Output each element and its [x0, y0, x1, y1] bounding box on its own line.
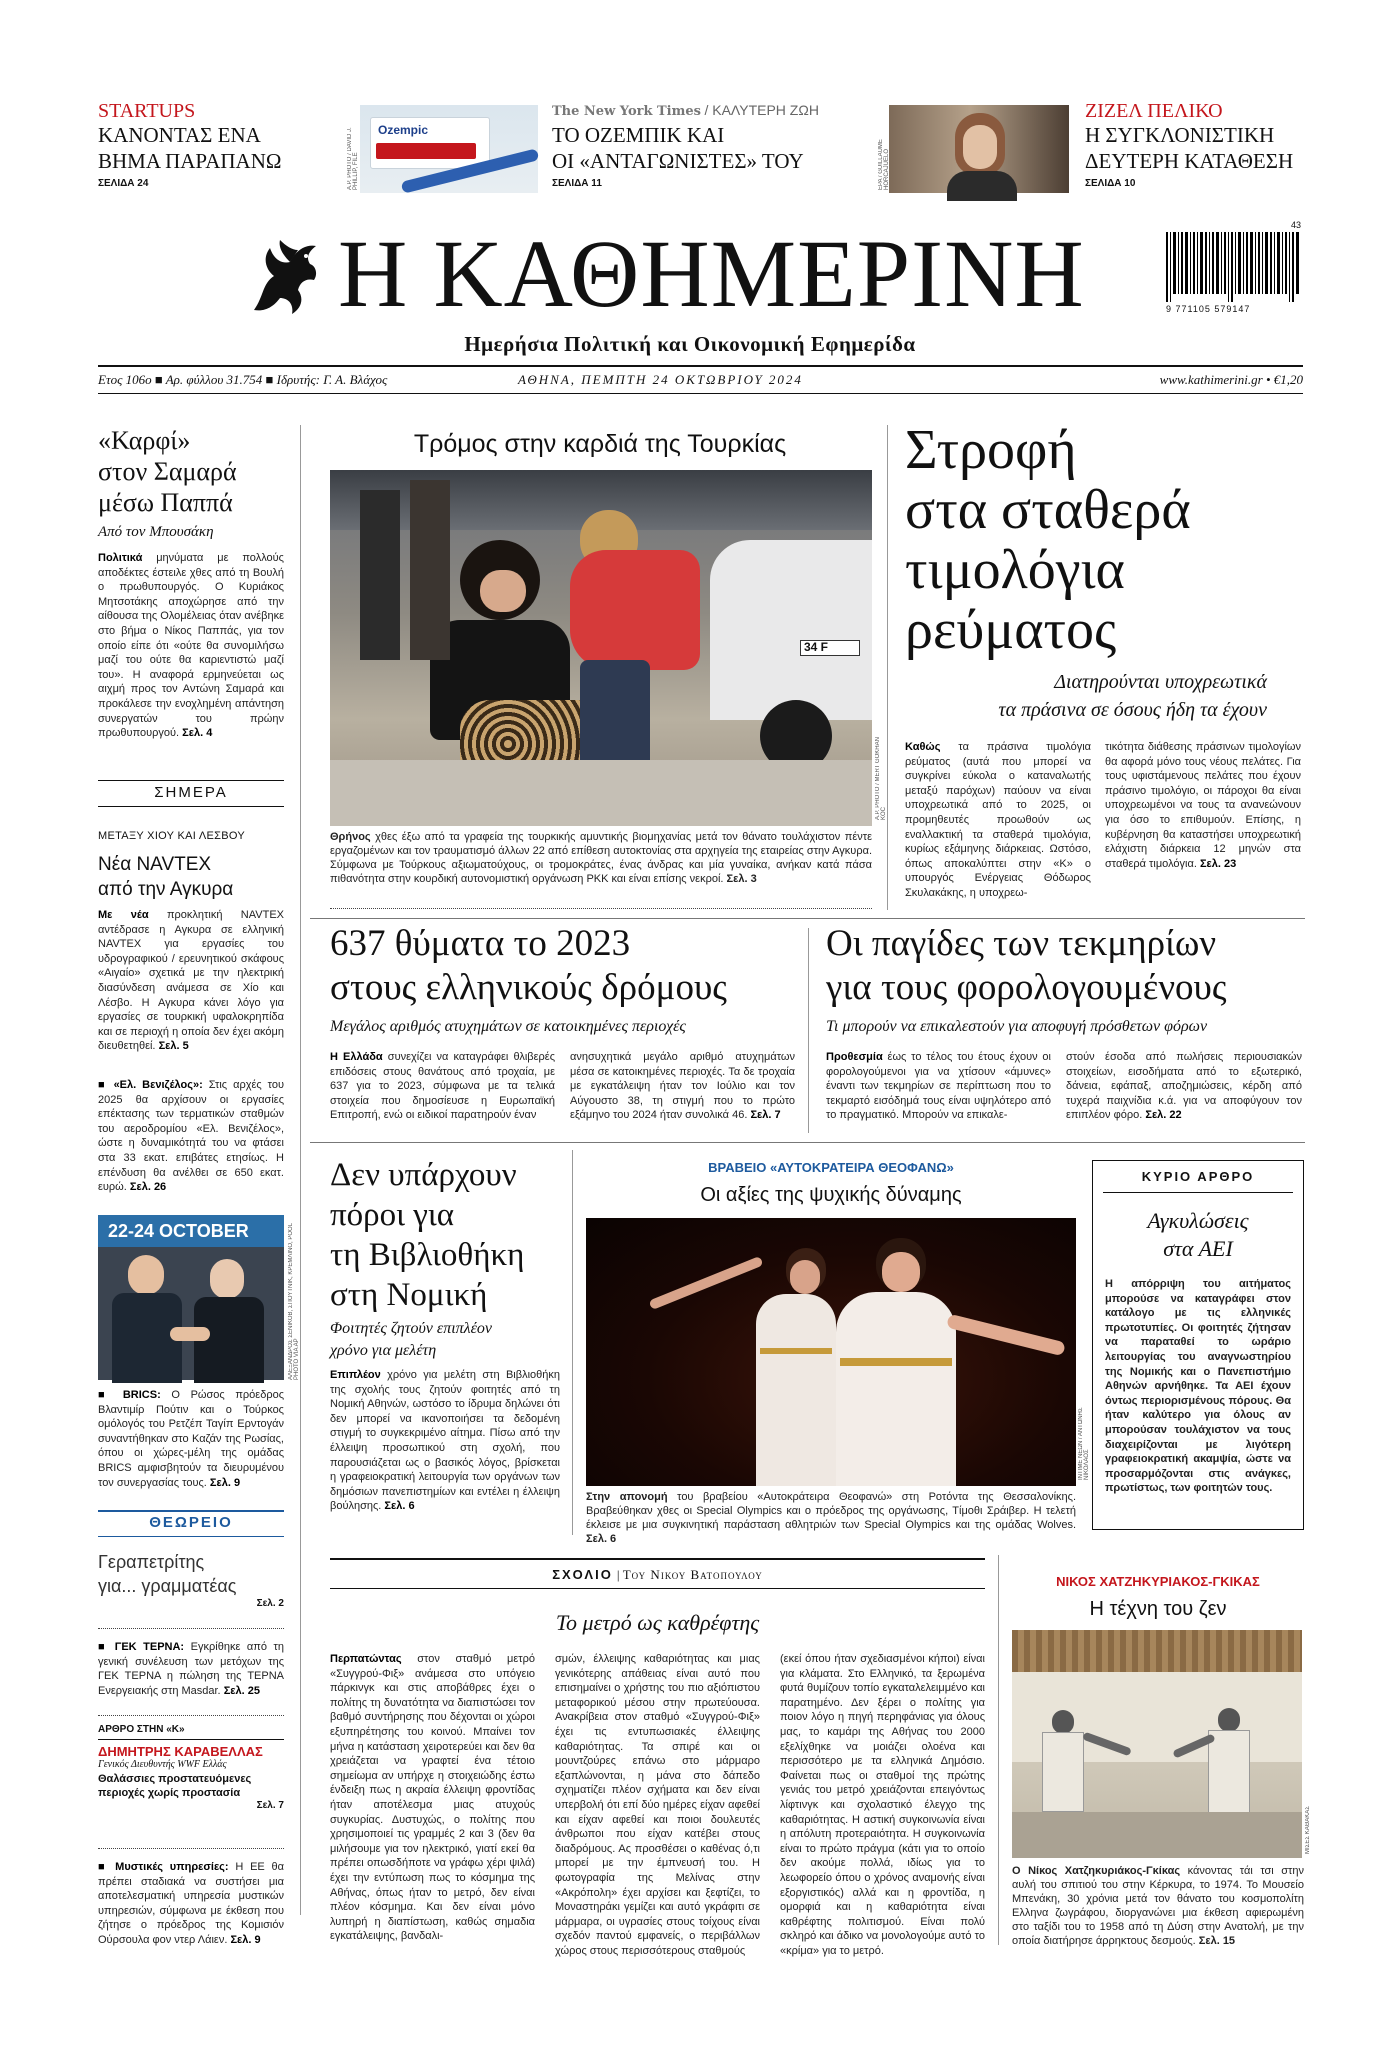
comment-col3: (εκεί όπου ήταν σχεδιασμένοι κήποι) είναι για κλάματα. Στο Ελληνικό, τα ξερωμένα φυτά θυμίζουν τοπίο εγκαταλελειμμένο και παρατημένο. Δεν ξέρει ο πολίτης για ποιον λόγο η πηγή περηφάνιας για όλους μας, το καμάρι της Αθήνας του 2000 εξελίχθηκε να μοιάζει ολοένα και περισσότερο με τα ελληνικά Δημόσιο. Φαίνεται πως οι σταθμοί της πρώτης γενιάς του μετρό χρειάζονται επειγόντως λίφτινγκ και σχολαστικό έλεγχο της καθαριότητας. Η αστική συγκοινωνία είναι η απόλυτη προτεραιότητα. Η συγκοινωνία είναι το πρώτο πράγμα (κάτι για το οποίο δεν ακούμε πολλά, ιδίως για το λεωφορείο όπου ο χρόνος αναμονής είναι εξοργιστικός) αλλά και η φροντίδα, η ομορφιά και η καθαριότητα είναι καθρέφτης πολιτισμού. Είναι πολύ σκληρό και άδικο να μονολογούμε αυτό το «κρίμα» για το μετρό. [780, 1653, 985, 1957]
karfi-body: Πολιτικά μηνύματα με πολλούς αποδέκτες έστειλε χθες από τη Βουλή ο πρωθυπουργός. Ο Κυριάκος Μητσοτάκης αποχώρησε από την αίθουσα της Ολομέλειας όταν ανέβηκε στο βήμα ο Νίκος Παππάς, για τον οποίο είπε ότι «ούτε θα συνομιλήσω μαζί του ούτε θα καριεντιστώ μαζί του». Η αναφορά ερμηνεύεται ως αιχμή προς τον Αντώνη Σαμαρά και προκάλεσε την ενοχλημένη απάντηση συνεργατών του πρώην πρωθυπουργού. Σελ. 4 [98, 552, 284, 740]
library-subhead: Φοιτητές ζητούν επιπλέον χρόνο για μελέτη [330, 1320, 492, 1359]
teaser-title: Η ΣΥΓΚΛΟΝΙΣΤΙΚΗ ΔΕΥΤΕΡΗ ΚΑΤΑΘΕΣΗ [1085, 123, 1294, 173]
victims-body-col1: Η Ελλάδα συνεχίζει να καταγράφει θλιβερές επιδόσεις στους θανάτους από τροχαία, με 637 για το 2023, σύμφωνα με τα τελικά στοιχεία που δημοσίευσε η Ευρωπαϊκή Επιτροπή, ενώ οι ειδικοί παρατηρούν έναν [330, 1051, 555, 1122]
teaser-kicker: ΖΙΖΕΛ ΠΕΛΙΚΟ [1085, 100, 1223, 122]
theoreio-label: ΘΕΩΡΕΙΟ [149, 1514, 233, 1531]
comment-title: Το μετρό ως καθρέφτης [555, 1610, 760, 1635]
art-photo [1012, 1630, 1302, 1858]
teaser-pelicot[interactable] [1085, 100, 1315, 189]
teaser-title: ΚΑΝΟΝΤΑΣ ΕΝΑ ΒΗΜΑ ΠΑΡΑΠΑΝΩ [98, 123, 282, 173]
barcode-number: 9 771105 579147 [1166, 304, 1251, 314]
arthro-k-role: Γενικός Διευθυντής WWF Ελλάς [98, 1759, 227, 1770]
karfi-story[interactable] [98, 425, 284, 741]
victims-headline[interactable]: 637 θύματα το 2023 στους ελληνικούς δρόμους [330, 923, 727, 1008]
art-caption[interactable]: Ο Νίκος Χατζηκυριάκος-Γκίκας κάνοντας τάι τσι στην αυλή του σπιτιού του στην Κέρκυρα, το 1974. Το Μουσείο Μπενάκη, 30 χρόνια μετά τον θάνατο του κοσμοπολίτη Ελληνα ζωγράφου, διοργανώνει μια έκθεση αφιερωμένη στο ταξίδι του το 1958 από τη Δύση στην Ανατολή, με την οποία διατήρησε άρρηκτους δεσμούς. Σελ. 15 [1012, 1865, 1304, 1947]
turkey-credit: A.P. PHOTO / MERT GOKHAN KOC [875, 737, 887, 820]
ozempic-photo [360, 105, 538, 193]
award-headline: Οι αξίες της ψυχικής δύναμης [700, 1184, 962, 1206]
award-kicker: ΒΡΑΒΕΙΟ «ΑΥΤΟΚΡΑΤΕΙΡΑ ΘΕΟΦΑΝΩ» [708, 1160, 954, 1175]
ozempic-credit: A.P. PHOTO / DAVID J. PHILLIP, FILE [347, 127, 359, 190]
art-kicker: ΝΙΚΟΣ ΧΑΤΖΗΚΥΡΙΑΚΟΣ-ΓΚΙΚΑΣ [1056, 1574, 1260, 1589]
car-plate: 34 F [804, 640, 829, 654]
masthead-title: Η ΚΑΘΗΜΕΡΙΝΗ [338, 220, 1085, 327]
barcode [1166, 220, 1301, 320]
editorial-body: Η απόρριψη του αιτήματος μπορούσε να καταγράφει στον κατάλογο με τις ελληνικές πρωτοτυπίες. Οι φοιτητές ζήτησαν να παραταθεί το ωράριο λειτουργίας του αναγνωστηρίου της Νομικής και ο Πανεπιστήμιο Αθηνών αρνήθηκε. Τα ΑΕΙ έχουν όντως περιορισμένους πόρους. Θα ήταν καλύτερο για όλους αν μπορούσαν τουλάχιστον να τους διαχειρίζονται με λιγότερη γραφειοκρατική ακαμψία, ώστε να προσαρμόζονται στις ανάγκες, πρωτίστως, των φοιτητών τους. [1105, 1278, 1291, 1495]
editorial-title: Αγκυλώσεις στα ΑΕΙ [1147, 1208, 1249, 1261]
karfi-title: «Καρφί» στον Σαμαρά μέσω Παππά [98, 426, 237, 517]
arthro-k-label: ΑΡΘΡΟ ΣΤΗΝ «Κ» [98, 1724, 185, 1735]
turkey-headline: Τρόμος στην καρδιά της Τουρκίας [413, 430, 787, 458]
arthro-k[interactable] [98, 1724, 284, 1811]
ozempic-label: Ozempic [378, 123, 429, 137]
teaser-page: ΣΕΛΙΔΑ 24 [98, 178, 149, 189]
library-headline[interactable]: Δεν υπάρχουν πόροι για τη Βιβλιοθήκη στη Νομική [330, 1157, 525, 1313]
art-headline: Η τέχνη του ζεν [1089, 1598, 1227, 1620]
pelicot-credit: EPA / GUILLAUME HORCAJUELO [878, 139, 890, 190]
turkey-caption[interactable]: Θρήνος χθες έξω από τα γραφεία της τουρκικής αμυντικής βιομηχανίας μετά τον θάνατο τουλάχιστον πέντε εργαζομένων και τον τραυματισμό άλλων 22 από επίθεση αυτοκτονίας στα αρχηγεία της εταιρείας στην Αγκυρα. Σύμφωνα με Τούρκους αξιωματούχους, οι τρομοκράτες, ένας άνδρας και μία γυναίκα, ανήκαν κατά πάσα πιθανότητα στην κουρδική αυτονομιστική οργάνωση PKK και είναι επίσης νεκροί. Σελ. 3 [330, 831, 873, 885]
theoreio-item[interactable] [98, 1550, 284, 1609]
comment-byline: Του Νικου Βατοπουλου [622, 1567, 763, 1582]
comment-col2: σμών, έλλειψης καθαριότητας και μιας γενικότερης απάθειας είναι αυτό που επισημαίνει ο χρήστης του πιο αξιόπιστου μεταφορικού μέσου στην πρωτεύουσα. Ανακρίβεια στον σταθμό «Συγγρού-Φιξ» έχει τις εντυπωσιακές έλλειψης καθαριότητας. Τα σπιρέ και οι μουντζούρες επάνω στο μάρμαρο εξαπλώνονται, η μάνα στο δάπεδο σχηματίζει πλέον σχήματα και δεν είναι υπερβολή ότι επί δύο ημέρες είχαν αφεθεί και είχαν αφεθεί και ποιοι δουλευτές άνθρωποι που είχαν κατέβει στους διαδρόμους. Ας προσθέσει ο καθένας ό,τι μπορεί με την έμπνευσή του. Η φωτογραφία της Μελίνας στην «Ακρόπολη» έχει αρχίσει και ξεφτίζει, το Μοναστηράκι γεμίζει και αυτό γκράφιτι σε μάρμαρα, οι υγρασίες στους τοίχους είναι σχεδόν παντού εμφανείς, ο περιβάλλων χώρος στους περισσότερους σταθμούς [555, 1653, 760, 1957]
arthro-k-title: Θαλάσσιες προστατευόμενες περιοχές χωρίς προστασία [98, 1773, 252, 1799]
pelicot-photo [889, 105, 1069, 193]
teaser-page: ΣΕΛΙΔΑ 11 [552, 178, 602, 189]
comment-col1: Περπατώντας στον σταθμό μετρό «Συγγρού-Φιξ» ανάμεσα στο υπόγειο πάρκινγκ και στις αποβάθρες έχει ο πολίτης τη δυνατότητα να διαπιστώσει τον βαθμό συντήρησης που δέχονται οι χώροι εξυπηρέτησης του κοινού. Μπαίνει τον μήνα η κατάσταση χειροτερεύει και δεν θα χρειάζεται να γραφτεί ένα τέτοιο σημείωμα αν υπήρχε η στοιχειώδης έστω ένδειξη πως η ακραία έλλειψη φροντίδας ήταν αποτέλεσμα μιας ατυχούς συγκυρίας. Δυστυχώς, ο πολίτης που χρησιμοποιεί τις γραμμές 2 και 3 (δεν θα μιλήσουμε για τον ηλεκτρικό, γιατί εκεί θα πρέπει οπωσδήποτε να γράφω χέρι ψιλά) έχει την εντύπωση πως το κόσμημα της Αθήνας, όπως ήταν το μετρό, δεν είναι πλέον κόσμημα. Και δεν είναι μόνο λυπηρή η διαπίστωση, καθώς σημαδια εγκατάλειψης, βανδαλι- [330, 1653, 535, 1943]
library-body: Επιπλέον χρόνο για μελέτη στη Βιβλιοθήκη της σχολής τους ζητούν φοιτητές από τη Νομική Αθηνών, ωστόσο το ίδρυμα δηλώνει ότι δεν μπορεί να ικανοποιήσει τα δεδομένη στιγμή το συγκεκριμένο αίτημα. Πίσω από την έλλειψη προσωπικού στη σχολή, που παρουσιάζεται ως ο βασικός λόγος, βρίσκεται η γραφειοκρατική λειτουργία των οργάνων των δημόσιων πανεπιστημίων και εντέλει η έλλειψη βούλησης. Σελ. 6 [330, 1369, 560, 1513]
teaser-kicker: The New York Times / ΚΑΛΥΤΕΡΗ ΖΩΗ [552, 102, 819, 119]
brics-credit: ΑΛΕΞΑΝΔΡΟΣ ΣΕΝΙΚΟΒ, ΣΠΟΥΤΝΙΚ, ΚΡΕΜΛΙΝΟ, POOL PHOTO VIA AP [288, 1223, 300, 1380]
victims-body-col2: ανησυχητικά μεγάλο αριθμό ατυχημάτων μέσα σε κατοικημένες περιοχές. Τα δε τροχαία με εγκατάλειψη ήταν τον Ιούλιο και τον Αύγουστο 38, τη στιγμή που το πρώτο εξάμηνο του 2024 ήταν συνολικά 46. Σελ. 7 [570, 1051, 795, 1122]
navtex-story[interactable] [98, 830, 284, 1054]
teaser-kicker: STARTUPS [98, 100, 196, 122]
venizelos-brief[interactable]: ■ «Ελ. Βενιζέλος»: Στις αρχές του 2025 θα αρχίσουν οι εργασίες επέκτασης των τερματικών σταθμών του αεροδρομίου «Ελ. Βενιζέλος», ώστε η δυναμικότητά του να φτάσει στα 33 εκατ. επιβάτες ετησίως. Η επένδυση θα ανέλθει σε 650 εκατ. ευρώ. Σελ. 26 [98, 1079, 284, 1194]
navtex-title: Νέα NAVTEX από την Αγκυρα [98, 854, 234, 900]
gek-brief[interactable]: ■ ΓΕΚ ΤΕΡΝΑ: Εγκρίθηκε από τη γενική συνέλευση των μετόχων της ΓΕΚ ΤΕΡΝΑ η πώληση της ΤΕΡΝΑ Ενεργειακής στη Masdar. Σελ. 25 [98, 1641, 284, 1697]
editorial-box[interactable] [1092, 1160, 1304, 1530]
award-caption[interactable]: Στην απονομή του βραβείου «Αυτοκράτειρα Θεοφανώ» στη Ροτόντα της Θεσσαλονίκης. Βραβεύθηκαν χθες οι Special Olympics και ο πρόεδρος της οργάνωσης, Τίμοθι Σράιβερ. Η τελετή έκλεισε με μια συγκινητική παράσταση αθλητριών των Special Olympics και της ομάδας Wolves. Σελ. 6 [586, 1491, 1076, 1545]
traps-body-col2: στούν έσοδα από πωλήσεις περιουσιακών στοιχείων, εισοδήματα από το εξωτερικό, δάνεια, εφάπαξ, αποζημιώσεις, κέρδη από τυχερά παιχνίδια κ.ά. για να αποφύγουν τον επιπλέον φόρο. Σελ. 22 [1066, 1051, 1302, 1122]
navtex-body: Με νέα προκλητική NAVTEX αντέδρασε η Αγκυρα σε ελληνική NAVTEX για εργασίες του υδρογραφικού / ερευνητικού σκάφους «Αιγαίο» σχετικά με την ηλεκτρική διασύνδεση ανάμεσα σε Χίο και Λέσβο. Η Αγκυρα κάνει λόγο για εργασίες σε τουρκική υφαλοκρηπίδα και σε περιοχή η οποία δεν έχει ακόμη διευθετηθεί. Σελ. 5 [98, 909, 284, 1053]
issue-date: ΑΘΗΝΑ, ΠΕΜΠΤΗ 24 ΟΚΤΩΒΡΙΟΥ 2024 [518, 372, 803, 387]
teaser-page: ΣΕΛΙΔΑ 10 [1085, 178, 1136, 189]
lead-body-col2: τικότητα διάθεσης πράσινων τιμολογίων θα αφορά μόνο τους νέους πελάτες. Για τους υφιστάμενους πελάτες που έχουν πράσινο τιμολόγιο, οι πάροχοι θα είναι υποχρεωμένοι να τους τα ανανεώνουν για όσο το επιθυμούν. Επίσης, η κυβέρνηση θα καταστήσει υποχρεωτική ελάχιστη διάρκεια 12 μηνών στα σταθερά τιμολόγια. Σελ. 23 [1105, 741, 1301, 870]
theoreio-page: Σελ. 2 [256, 1598, 284, 1609]
issue-info: Ετος 106ο ■ Αρ. φύλλου 31.754 ■ Ιδρυτής: Γ. Α. Βλάχος [98, 372, 388, 387]
traps-subhead: Τι μπορούν να επικαλεστούν για αποφυγή πρόσθετων φόρων [826, 1018, 1208, 1035]
arthro-k-page: Σελ. 7 [256, 1800, 284, 1811]
griffin-logo-icon [244, 236, 322, 320]
traps-body-col1: Προθεσμία έως το τέλος του έτους έχουν οι φορολογούμενοι για να χτίσουν «άμυνες» έναντι των τεκμηρίων σε περίπτωση που το τεκμαρτό εισόδημά τους είναι υψηλότερο από το πραγματικό. Μπορούν να επικαλε- [826, 1051, 1051, 1122]
teaser-startups[interactable] [98, 100, 298, 189]
karfi-author: Από τον Μπουσάκη [98, 524, 214, 540]
barcode-issue: 43 [1290, 220, 1301, 230]
award-photo [586, 1218, 1076, 1486]
lead-headline[interactable]: Στροφή στα σταθερά τιμολόγια ρεύματος [905, 419, 1191, 661]
nyt-logo: The New York Times [552, 104, 701, 119]
arthro-k-name: ΔΗΜΗΤΡΗΣ ΚΑΡΑΒΕΛΛΑΣ [98, 1744, 263, 1759]
price-website: www.kathimerini.gr • €1,20 [1159, 372, 1303, 387]
navtex-kicker: ΜΕΤΑΞΥ ΧΙΟΥ ΚΑΙ ΛΕΣΒΟΥ [98, 830, 246, 842]
turkey-photo [330, 470, 872, 826]
masthead-subtitle: Ημερήσια Πολιτική και Οικονομική Εφημερίδα [464, 332, 916, 356]
award-credit: ΙΝΤΙΜΕ ΝΕΩΝ / ΑΝΤΩΝΗΣ ΝΙΚΟΛΑΟΣ [1078, 1407, 1090, 1480]
traps-headline[interactable]: Οι παγίδες των τεκμηρίων για τους φορολογουμένους [826, 923, 1227, 1008]
editorial-label: ΚΥΡΙΟ ΑΡΘΡΟ [1103, 1161, 1293, 1193]
today-label: ΣΗΜΕΡΑ [154, 784, 228, 801]
brics-photo [98, 1215, 284, 1380]
theoreio-title: Γεραπετρίτης για... γραμματέας [98, 1552, 237, 1596]
comment-label-row: ΣΧΟΛΙΟ | Του Νικου Βατοπουλου [552, 1567, 763, 1582]
teaser-ozempic[interactable] [552, 100, 852, 189]
art-credit: ΜΙΣΕΣ ΚΑΘΑΚΑΣ [1305, 1806, 1311, 1854]
spies-brief[interactable]: ■ Μυστικές υπηρεσίες: Η ΕΕ θα πρέπει σταδιακά να συστήσει μια αποτελεσματική υπηρεσία μυστικών υπηρεσιών, σύμφωνα με έκθεση που ζήτησε ο πρόεδρος της Κομισιόν Ούρσουλα φον ντερ Λάιεν. Σελ. 9 [98, 1861, 284, 1946]
victims-subhead: Μεγάλος αριθμός ατυχημάτων σε κατοικημένες περιοχές [330, 1018, 686, 1035]
lead-body-col1: Καθώς τα πράσινα τιμολόγια ρεύματος (αυτά που μπορεί να συγκρίνει εύκολα ο καταναλωτής μεταξύ παρόχων) παύουν να είναι υποχρεωτικά από το 2025, οι προμηθευτές προωθούν ως εναλλακτική τα σταθερά τιμολόγια, κυρίως εξάμηνης διάρκειας. Ωστόσο, όπως αποκαλύπτει στην «Κ» ο υπουργός Ενέργειας Θόδωρος Σκυλακάκης, η υποχρεω- [905, 741, 1091, 899]
brics-banner: 22-24 OCTOBER [108, 1221, 249, 1241]
brics-brief[interactable]: ■ BRICS: Ο Ρώσος πρόεδρος Βλαντιμίρ Πούτιν και ο Τούρκος ομόλογός του Ρετζέπ Ταγίπ Ερντογάν συναντήθηκαν στο Καζάν της Ρωσίας, όπου οι χώρες-μέλη της ομάδας BRICS αμφισβητούν τα διευρυμένου τον συνεργασίας τους. Σελ. 9 [98, 1389, 285, 1489]
lead-subhead: Διατηρούνται υποχρεωτικά τα πράσινα σε όσους ήδη τα έχουν [998, 671, 1267, 721]
comment-label: ΣΧΟΛΙΟ [552, 1567, 613, 1582]
teaser-title: ΤΟ ΟΖΕΜΠΙΚ ΚΑΙ ΟΙ «ΑΝΤΑΓΩΝΙΣΤΕΣ» ΤΟΥ [552, 123, 804, 173]
